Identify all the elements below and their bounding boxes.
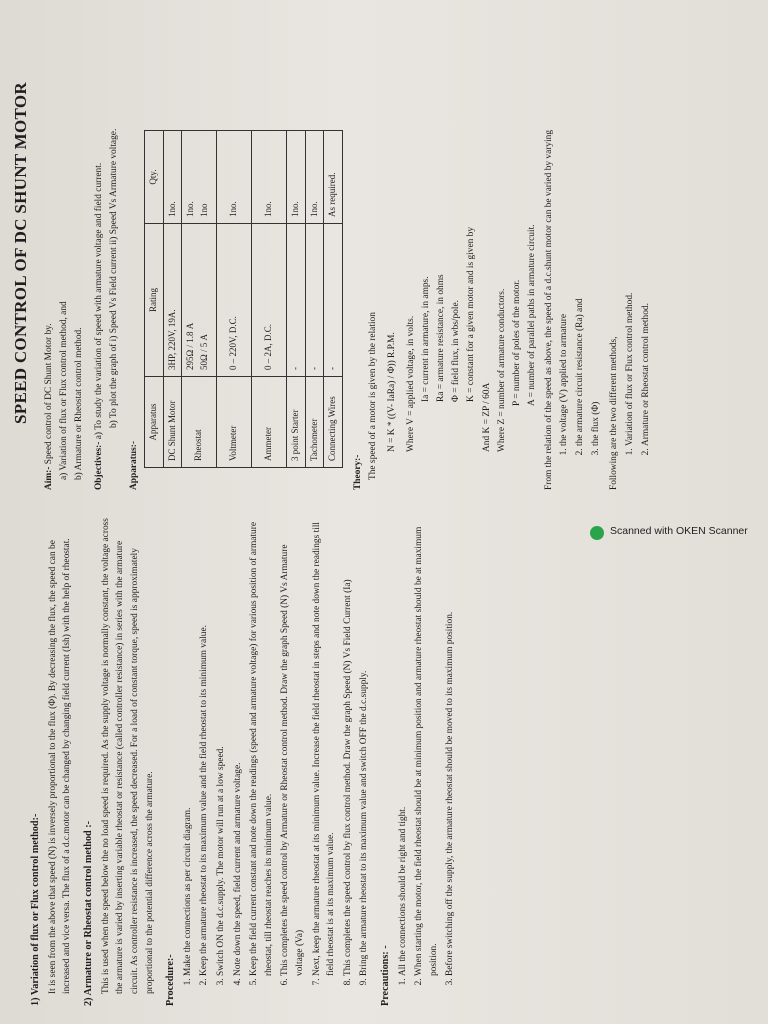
cell-apparatus: Tachometer [305, 377, 324, 468]
where-line: Φ = field flux, in wbs/pole. [451, 300, 462, 402]
precaution-item: 3. Before switching off the supply, the armature rheostat should be moved to its maximum position. [443, 516, 458, 976]
table-row [324, 131, 343, 468]
flux-method-text: It is seen from the above that speed (N) is inversely proportional to the flux (Φ). By decreasing the flux, the speed can be increased and vice versa. The flux of a d.c.motor can be changed by changing field current (Ish) with the help of rheostat. [47, 538, 73, 994]
cell-qty: 1no. [252, 131, 287, 224]
left-column [0, 504, 768, 1024]
where-line: Ra = armature resistance, in ohms [436, 274, 447, 402]
precaution-item: 1. All the connections should be right and tight. [396, 516, 411, 976]
where-line: K = constant for a given motor and is given by [466, 226, 477, 402]
precautions-heading: Precautions: - [379, 945, 391, 1006]
cell-rating: 3HP, 220V, 19A. [163, 224, 182, 377]
procedure-step: 3. Switch ON the d.c.supply. The motor will run at a low speed. [214, 516, 229, 976]
cell-apparatus: 3 point Starter [287, 377, 306, 468]
k-where-line: Where Z = number of armature conductors. [496, 288, 507, 452]
cell-qty: 1no. [163, 131, 182, 224]
cell-qty: As required. [324, 131, 343, 224]
methods-list [623, 16, 653, 490]
scanner-logo-icon [590, 526, 604, 540]
where-line: Where V = applied voltage, in volts. [405, 315, 416, 452]
objective-b: b) To plot the graph of i) Speed Vs Field current ii) Speed Vs Armature voltage. [108, 128, 119, 428]
procedure-step: 6. This completes the speed control by Armature or Rheostat control method. Draw the graph Speed (N) Vs Armature voltage (Va) [278, 516, 307, 976]
cell-rating: - [305, 224, 324, 377]
page-title: SPEED CONTROL OF DC SHUNT MOTOR [11, 82, 30, 424]
cell-rating: - [287, 224, 306, 377]
header-rating: Rating [145, 224, 164, 377]
k-where-line: A = number of parallel paths in armature circuit. [526, 224, 537, 406]
relation-text: From the relation of the speed as above, the speed of a d.c.shunt motor can be varied by varying [543, 129, 554, 490]
header-apparatus: Apparatus [145, 377, 164, 468]
aim-label: Aim:- [43, 466, 54, 490]
apparatus-heading: Apparatus:- [129, 441, 140, 490]
cell-apparatus: Connecting Wires [324, 377, 343, 468]
aim [42, 16, 56, 490]
objectives [92, 16, 106, 490]
cell-rating: 0 – 2A, D.C. [252, 224, 287, 377]
aim-b: b) Armature or Rheostat control method. [73, 327, 84, 480]
k-formula: And K = ZP / 60A [481, 382, 492, 452]
cell-qty: 1no. [217, 131, 252, 224]
armature-method-title: 2) Armature or Rheostat control method :- [82, 820, 94, 1006]
scanner-text: Scanned with OKEN Scanner [610, 525, 748, 537]
theory-heading: Theory:- [352, 454, 363, 490]
where-line: Ia = current in armature, in amps. [421, 276, 432, 402]
cell-apparatus: Ammeter [252, 377, 287, 468]
apparatus-table [144, 130, 343, 468]
right-column [0, 0, 768, 504]
methods-intro: Following are the two different methods, [609, 336, 620, 490]
procedure-step: 2. Keep the armature rheostat to its maximum value and the field rheostat to its minimum value. [197, 516, 212, 976]
vary-list [557, 16, 603, 490]
scanner-watermark [520, 520, 748, 548]
table-row [217, 131, 252, 468]
aim-a: a) Variation of flux or Flux control method, and [58, 301, 69, 480]
table-row [305, 131, 324, 468]
table-row [287, 131, 306, 468]
objective-a: a) To study the variation of speed with armature voltage and field current. [93, 162, 104, 440]
table-row [252, 131, 287, 468]
header-qty: Qty. [145, 131, 164, 224]
vary-item: 2. the armature circuit resistance (Ra) and [573, 16, 587, 446]
cell-rating: 0 – 220V, D.C. [217, 224, 252, 377]
procedure-step: 7. Next, keep the armature rheostat at its minimum value. Increase the field rheostat in steps and note down the readings till field rheostat is at its maximum value. [310, 516, 339, 976]
cell-apparatus: DC Shunt Motor [163, 377, 182, 468]
method-item: 1. Variation of flux or Flux control method. [623, 16, 637, 446]
cell-qty: 1no. [287, 131, 306, 224]
cell-apparatus: Voltmeter [217, 377, 252, 468]
vary-item: 1. the voltage (V) applied to armature [557, 16, 571, 446]
precaution-item: 2. When starting the motor, the field rheostat should be at minimum position and armature rheostat should be at maximum position. [412, 516, 441, 976]
cell-qty: 1no. [305, 131, 324, 224]
cell-rating: - [324, 224, 343, 377]
armature-method-text: This is used when the speed below the no load speed is required. As the supply voltage is normally constant, the voltage across the armature is varied by inserting variable rheostat or resistance (called controller resistance) in series with the armature circuit. As controller resistance is increased, the speed decreased. For a load of constant torque, speed is approximately proportional to the potential difference across the armature. [100, 518, 155, 994]
method-item: 2. Armature or Rheostat control method. [639, 16, 653, 446]
table-row [163, 131, 182, 468]
precautions-list [396, 516, 458, 1006]
theory-intro: The speed of a motor is given by the relation [367, 312, 378, 480]
table-row [182, 131, 217, 468]
procedure-step: 1. Make the connections as per circuit diagram. [181, 516, 196, 976]
objectives-label: Objectives:- [93, 441, 104, 490]
cell-apparatus: Rheostat [182, 377, 217, 468]
procedure-step: 8. This completes the speed control by flux control method. Draw the graph Speed (N) Vs Field Current (Ia) [341, 516, 356, 976]
aim-text: Speed control of DC Shunt Motor by. [43, 323, 54, 465]
speed-formula: N = K * ((V- IaRa) / Φ)) R.P.M. [386, 332, 397, 452]
procedure-step: 4. Note down the speed, field current and armature voltage. [231, 516, 246, 976]
flux-method-title: 1) Variation of flux or Flux control method:- [30, 813, 41, 1006]
procedure-list [181, 516, 372, 1006]
cell-qty: 1no. 1no [182, 131, 217, 224]
procedure-heading: Procedure:- [165, 954, 177, 1006]
k-where-line: P = number of poles of the motor. [511, 279, 522, 406]
procedure-step: 5. Keep the field current constant and note down the readings (speed and armature voltage) for various position of armature rheostat, till rheostat reaches its minimum value. [247, 516, 276, 976]
table-header-row [145, 131, 164, 468]
cell-rating: 295Ω / 1.8 A 50Ω / 5 A [182, 224, 217, 377]
procedure-step: 9. Bring the armature rheostat to its maximum value and switch OFF the d.c.supply. [357, 516, 372, 976]
vary-item: 3. the flux (Φ) [589, 16, 603, 446]
